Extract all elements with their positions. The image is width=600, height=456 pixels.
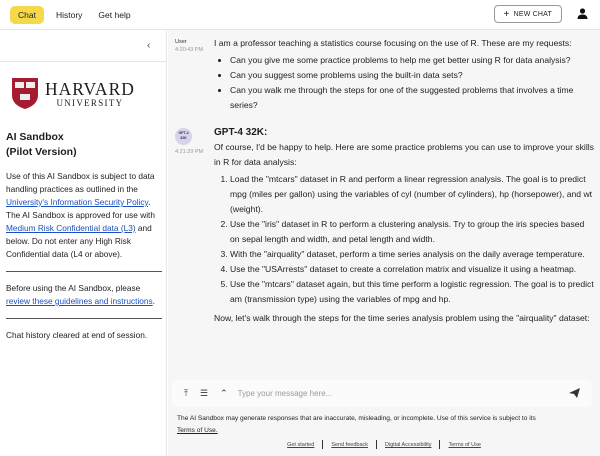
logo-line2: UNIVERSITY xyxy=(56,97,124,108)
terms-link[interactable]: Terms of Use. xyxy=(177,427,218,434)
guidelines-text-1: Before using the AI Sandbox, please xyxy=(6,283,141,293)
accessibility-link[interactable]: Digital Accessibility xyxy=(385,441,432,448)
harvard-shield-icon xyxy=(11,77,39,110)
medium-risk-link[interactable]: Medium Risk Confidential data (L3) xyxy=(6,223,136,233)
logo-line1: HARVARD xyxy=(45,78,135,99)
get-started-link[interactable]: Get started xyxy=(287,441,315,448)
assistant-name: GPT-4 32K: xyxy=(214,127,268,138)
send-icon[interactable] xyxy=(569,388,580,398)
message-input-box[interactable] xyxy=(172,380,592,407)
terms-of-use-link[interactable]: Terms of Use xyxy=(448,441,481,448)
timestamp: 4:20:43 PM xyxy=(175,47,204,53)
list-item: • Can you suggest some problems using the built-in data sets? xyxy=(230,68,596,83)
sidebar xyxy=(0,30,167,456)
policy-text xyxy=(6,170,162,261)
divider xyxy=(0,61,167,62)
plus-icon: + xyxy=(503,8,510,20)
footer-links xyxy=(168,440,600,449)
list-item: • Can you walk me through the steps for one of the suggested problems that involves a time series? xyxy=(230,83,596,113)
list-item: 3. With the "airquality" dataset, perform a time series analysis on the daily average temperature. xyxy=(230,247,596,262)
tab-history[interactable]: History xyxy=(55,9,83,20)
policy-text-1: Use of this AI Sandbox is subject to data handling practices as outlined in the xyxy=(6,171,155,194)
send-feedback-link[interactable]: Send feedback xyxy=(331,441,369,448)
gpt-avatar: GPT-4 32K xyxy=(175,128,192,145)
message-text: I am a professor teaching a statistics course focusing on the use of R. These are my requests: xyxy=(214,38,572,48)
guidelines-text-2: . xyxy=(152,296,155,306)
user-icon[interactable] xyxy=(577,8,588,19)
policy-text-3: and below. Do not enter any High Risk Confidential data (L4 or above). xyxy=(6,223,152,259)
list-item: 1. Load the "mtcars" dataset in R and perform a linear regression analysis. The goal is to predict mpg (miles per gallon) using the variables of cyl (number of cylinders), hp (horsepower), and wt (weight). xyxy=(230,172,596,217)
sidebar-title xyxy=(6,130,162,160)
title-line2: (Pilot Version) xyxy=(6,146,77,158)
user-message-row xyxy=(168,36,600,113)
user-message xyxy=(214,36,596,113)
new-chat-label: NEW CHAT xyxy=(513,10,552,18)
tab-get-help[interactable]: Get help xyxy=(98,9,131,20)
history-notice: Chat history cleared at end of session. xyxy=(6,330,148,340)
list-item: 2. Use the "iris" dataset in R to perform a clustering analysis. Try to group the iris species based on sepal length and width, and petal length and width. xyxy=(230,217,596,247)
guidelines-text xyxy=(6,282,162,308)
list-item: • Can you give me some practice problems to help me get better using R for data analysis? xyxy=(230,53,596,68)
message-list xyxy=(168,36,600,338)
harvard-logo xyxy=(11,77,162,110)
user-label xyxy=(168,36,214,113)
assistant-message xyxy=(214,125,596,326)
assistant-label xyxy=(168,125,214,326)
upload-icon[interactable]: ⤒ xyxy=(184,388,188,398)
title-line1: AI Sandbox xyxy=(6,131,64,143)
security-policy-link[interactable]: University's Information Security Policy xyxy=(6,197,149,207)
list-item: 5. Use the "mtcars" dataset again, but this time perform a logistic regression. The goal is to predict am (transmission type) using the variables of mpg and hp. xyxy=(230,277,596,307)
divider xyxy=(6,271,162,272)
assistant-message-row xyxy=(168,125,600,326)
list-item: 4. Use the "USArrests" dataset to create a correlation matrix and visualize it using a heatmap. xyxy=(230,262,596,277)
collapse-sidebar-chevron-icon[interactable]: ‹ xyxy=(147,40,151,51)
new-chat-button[interactable] xyxy=(494,5,562,23)
settings-sliders-icon[interactable]: ☰ xyxy=(199,388,209,398)
chat-area xyxy=(168,30,600,456)
message-text: Now, let's walk through the steps for the time series analysis problem using the "airquality" dataset: xyxy=(214,313,590,323)
timestamp: 4:21:29 PM xyxy=(175,149,204,155)
policy-text-2: . The AI Sandbox is approved for use with xyxy=(6,197,155,220)
message-input[interactable]: Type your message here... xyxy=(237,389,333,398)
divider xyxy=(6,318,162,319)
expand-chevrons-icon[interactable]: ⌃ xyxy=(220,388,228,398)
sidebar-content xyxy=(6,77,162,342)
message-text: Of course, I'd be happy to help. Here are some practice problems you can use to improve your skills in R for data analysis: xyxy=(214,142,594,167)
disclaimer xyxy=(177,413,592,437)
top-nav xyxy=(0,0,600,30)
guidelines-link[interactable]: review these guidelines and instructions xyxy=(6,296,153,306)
tab-chat[interactable]: Chat xyxy=(10,6,44,24)
disclaimer-text: The AI Sandbox may generate responses that are inaccurate, misleading, or incomplete. Use of this service is subject to its xyxy=(177,415,536,422)
sender: User xyxy=(175,39,187,45)
